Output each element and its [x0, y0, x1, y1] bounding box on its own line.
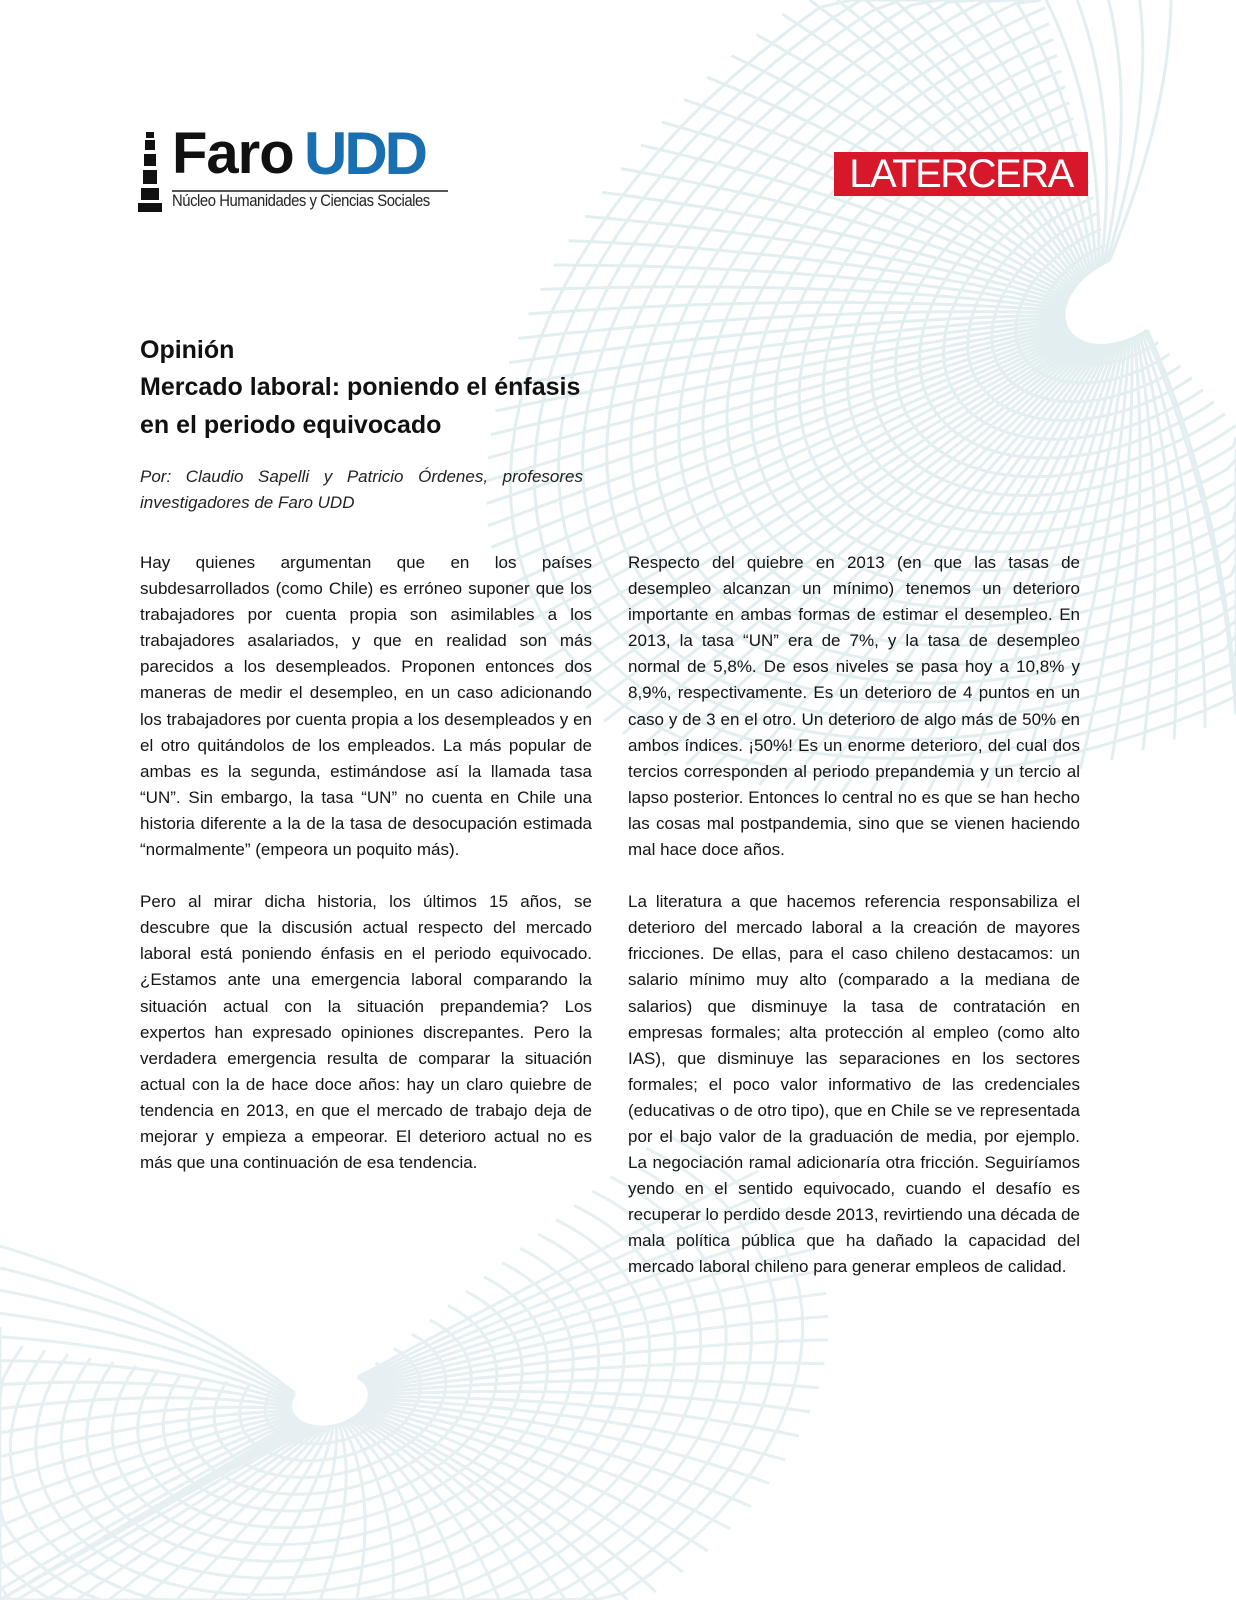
article-column-right — [628, 550, 1080, 1307]
faro-subtitle: Núcleo Humanidades y Ciencias Sociales — [172, 192, 430, 210]
lighthouse-icon — [138, 132, 162, 212]
udd-logo-mark: UDD — [304, 120, 425, 187]
article-paragraph: Pero al mirar dicha historia, los últimos 15 años, se descubre que la discusión actual respecto del mercado laboral está poniendo énfasis en el periodo equivocado. ¿Estamos ante una emergencia laboral comparando la situación actual con la situación prepandemia? Los expertos han expresado opiniones discrepantes. Pero la verdadera emergencia resulta de comparar la situación actual con la de hace doce años: hay un claro quiebre de tendencia en 2013, en que el mercado de trabajo deja de mejorar y empieza a empeorar. El deterioro actual no es más que una continuación de esa tendencia. — [140, 892, 592, 1173]
faro-wordmark: Faro — [172, 121, 294, 186]
article-paragraph: La literatura a que hacemos referencia responsabiliza el deterioro del mercado laboral a la creación de mayores fricciones. De ellas, para el caso chileno destacamos: un salario mínimo muy alto (comparado a la mediana de salarios) que disminuye la tasa de contratación en empresas formales; alta protección al empleo (como alto IAS), que disminuye las separaciones en los sectores formales; el poco valor informativo de las credenciales (educativas o de otro tipo), que en Chile se ve representada por el bajo valor de la graduación de media, por ejemplo. La negociación ramal adicionaría otra fricción. Seguiríamos yendo en el sentido equivocado, cuando el desafío es recuperar lo perdido desde 2013, revirtiendo una década de mala política pública que ha dañado la capacidad del mercado laboral chileno para generar empleos de calidad. — [628, 892, 1080, 1277]
la-tercera-logo: LATERCERA — [834, 152, 1088, 196]
article-paragraph: Respecto del quiebre en 2013 (en que las tasas de desempleo alcanzan un mínimo) tenemos un deterioro importante en ambas formas de estimar el desempleo. En 2013, la tasa “UN” era de 7%, y la tasa de desempleo normal de 5,8%. De esos niveles se pasa hoy a 10,8% y 8,9%, respectivamente. Es un deterioro de 4 puntos en un caso y de 3 en el otro. Un deterioro de algo más de 50% en ambos índices. ¡50%! Es un enorme deterioro, del cual dos tercios corresponden al periodo prepandemia y un tercio al lapso posterior. Entonces lo central no es que se han hecho las cosas mal postpandemia, sino que se vienen haciendo mal hace doce años. — [628, 553, 1080, 860]
article-paragraph: Hay quienes argumentan que en los países subdesarrollados (como Chile) es erróneo suponer que los trabajadores por cuenta propia son asimilables a los trabajadores asalariados, y que en realidad son más parecidos a los desempleados. Proponen entonces dos maneras de medir el desempleo, en un caso adicionando los trabajadores por cuenta propia a los desempleados y en el otro quitándolos de los empleados. La más popular de ambas es la segunda, estimándose así la llamada tasa “UN”. Sin embargo, la tasa “UN” no cuenta en Chile una historia diferente a la de la tasa de desocupación estimada “normalmente” (empeora un poquito más). — [140, 553, 592, 860]
article-byline: Por: Claudio Sapelli y Patricio Órdenes, profesores investigadores de Faro UDD — [140, 467, 583, 512]
article-column-left — [140, 550, 592, 1202]
faro-udd-logo — [138, 120, 448, 218]
article-title: Mercado laboral: poniendo el énfasis en el periodo equivocado — [140, 373, 581, 439]
section-label: Opinión — [140, 336, 235, 364]
